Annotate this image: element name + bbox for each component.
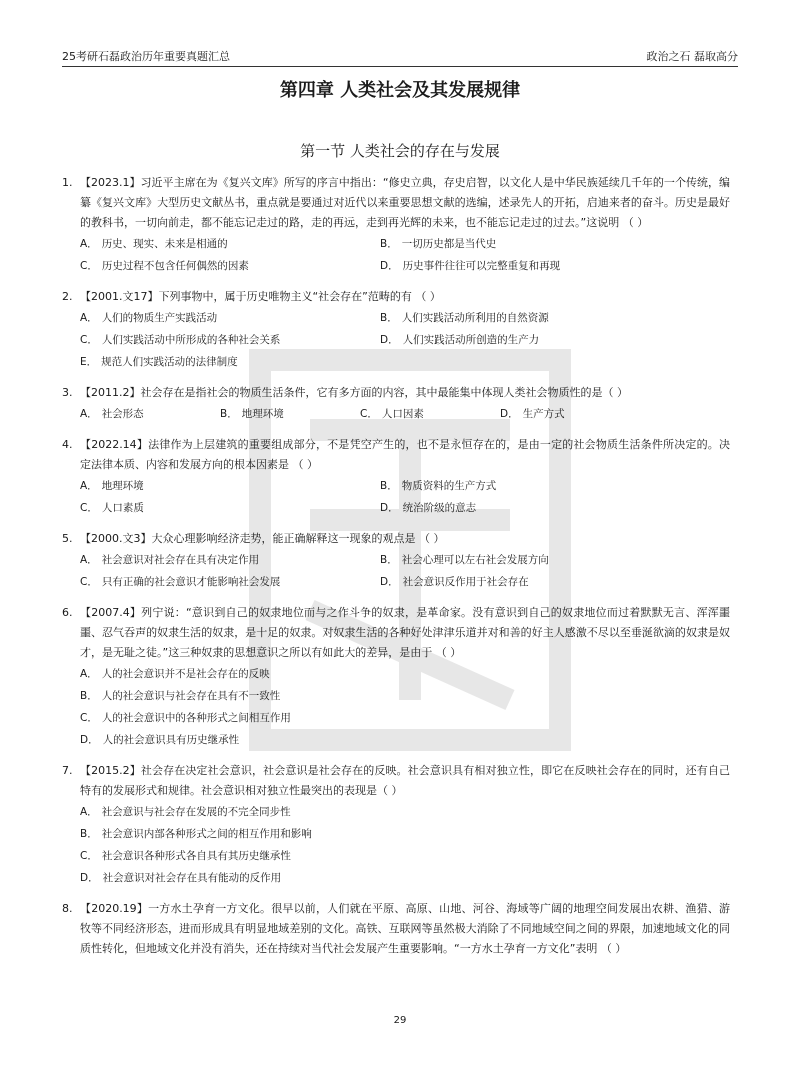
options [80,663,730,751]
question-number: 2. [62,290,73,303]
question-stem: 【2022.14】法律作为上层建筑的重要组成部分，不是凭空产生的，也不是永恒存在的，是由一定的社会物质生活条件所决定的。决定法律本质、内容和发展方向的根本因素是 （ ） [80,438,730,471]
option-b: B． 社会意识内部各种形式之间的相互作用和影响 [80,828,312,840]
option-b: B． 地理环境 [220,408,284,420]
option-b: B． 人的社会意识与社会存在具有不一致性 [80,690,281,702]
option-c: C． 社会意识各种形式各自具有其历史继承性 [80,850,291,862]
question-7 [62,761,730,889]
option-d: D． 社会意识对社会存在具有能动的反作用 [80,872,282,884]
option-d: D． 社会意识反作用于社会存在 [380,576,529,588]
question-stem: 【2020.19】一方水土孕育一方文化。很早以前，人们就在平原、高原、山地、河谷、海域等广阔的地理空间发展出农耕、渔猎、游牧等不同经济形态，进而形成具有明显地域差别的文化。高铁、互联网等虽然极大消除了不同地域空间之间的界限，加速地域文化的同质性转化，但地域文化并没有消失，还在持续对当代社会发展产生重要影响。“一方水土孕育一方文化”表明 （ ） [80,902,730,955]
question-stem: 【2023.1】习近平主席在为《复兴文库》所写的序言中指出：“修史立典，存史启智，以文化人是中华民族延续几千年的一个传统，编纂《复兴文库》大型历史文献丛书，重点就是要通过对近代以来重要思想文献的选编，述录先人的开拓，启迪来者的奋斗。历史是最好的教科书，一切向前走，都不能忘记走过的路，走的再远，走到再光辉的未来，也不能忘记走过的过去。”这说明 （ ） [80,176,730,229]
question-2 [62,287,730,373]
option-c: C． 人口素质 [80,502,144,514]
option-a: A． 人们的物质生产实践活动 [80,312,218,324]
option-b: B． 人们实践活动所利用的自然资源 [380,312,549,324]
option-c: C． 只有正确的社会意识才能影响社会发展 [80,576,281,588]
option-d: D． 人的社会意识具有历史继承性 [80,734,240,746]
option-d: D． 人们实践活动所创造的生产力 [380,334,540,346]
chapter-title: 第四章 人类社会及其发展规律 [279,80,521,101]
option-b: B． 一切历史都是当代史 [380,238,497,250]
header-left-text: 25考研石磊政治历年重要真题汇总 [62,50,230,63]
option-b: B． 社会心理可以左右社会发展方向 [380,554,549,566]
question-number: 8. [62,902,73,915]
option-a: A． 社会意识与社会存在发展的不完全同步性 [80,806,291,818]
option-c: C． 人的社会意识中的各种形式之间相互作用 [80,712,291,724]
option-a: A． 社会形态 [80,408,144,420]
option-d: D． 历史事件往往可以完整重复和再现 [380,260,561,272]
option-d: D． 统治阶级的意志 [380,502,477,514]
option-c: C． 历史过程不包含任何偶然的因素 [80,260,249,272]
question-stem: 【2000.文3】大众心理影响经济走势，能正确解释这一现象的观点是 （ ） [80,532,445,545]
question-number: 7. [62,764,73,777]
options [80,307,730,373]
options [80,233,730,277]
question-number: 4. [62,438,73,451]
option-c: C． 人们实践活动中所形成的各种社会关系 [80,334,281,346]
page-header [62,44,738,67]
question-stem: 【2015.2】社会存在决定社会意识，社会意识是社会存在的反映。社会意识具有相对独立性，即它在反映社会存在的同时，还有自己特有的发展形式和规律。社会意识相对独立性最突出的表现是（ ） [80,764,730,797]
options [80,549,730,593]
option-b: B． 物质资料的生产方式 [380,480,497,492]
option-a: A． 地理环境 [80,480,144,492]
question-6 [62,603,730,751]
option-a: A． 社会意识对社会存在具有决定作用 [80,554,260,566]
option-c: C． 人口因素 [360,408,424,420]
header-right-text: 政治之石 磊取高分 [646,50,738,63]
question-1 [62,173,730,277]
question-4 [62,435,730,519]
question-stem: 【2011.2】社会存在是指社会的物质生活条件，它有多方面的内容，其中最能集中体现人类社会物质性的是（ ） [80,386,628,399]
option-d: D． 生产方式 [500,408,565,420]
question-3 [62,383,730,425]
question-8 [62,899,730,959]
question-number: 1. [62,176,73,189]
options [80,403,730,425]
question-number: 3. [62,386,73,399]
question-stem: 【2001.文17】下列事物中，属于历史唯物主义“社会存在”范畴的有 （ ） [80,290,441,303]
question-number: 6. [62,606,73,619]
option-a: A． 人的社会意识并不是社会存在的反映 [80,668,270,680]
options [80,801,730,889]
question-number: 5. [62,532,73,545]
question-stem: 【2007.4】列宁说：“意识到自己的奴隶地位而与之作斗争的奴隶，是革命家。没有意识到自己的奴隶地位而过着默默无言、浑浑噩噩、忍气吞声的奴隶生活的奴隶，是十足的奴隶。对奴隶生活的各种好处津津乐道并对和善的好主人感激不尽以至垂涎欲滴的奴隶是奴才，是无耻之徒。”这三种奴隶的思想意识之所以有如此大的差异，是由于 （ ） [80,606,730,659]
question-list [62,173,730,959]
option-a: A． 历史、现实、未来是相通的 [80,238,228,250]
options [80,475,730,519]
question-5 [62,529,730,593]
page-number: 29 [393,1015,407,1026]
section-title: 第一节 人类社会的存在与发展 [300,142,500,160]
option-e: E． 规范人们实践活动的法律制度 [80,356,238,368]
